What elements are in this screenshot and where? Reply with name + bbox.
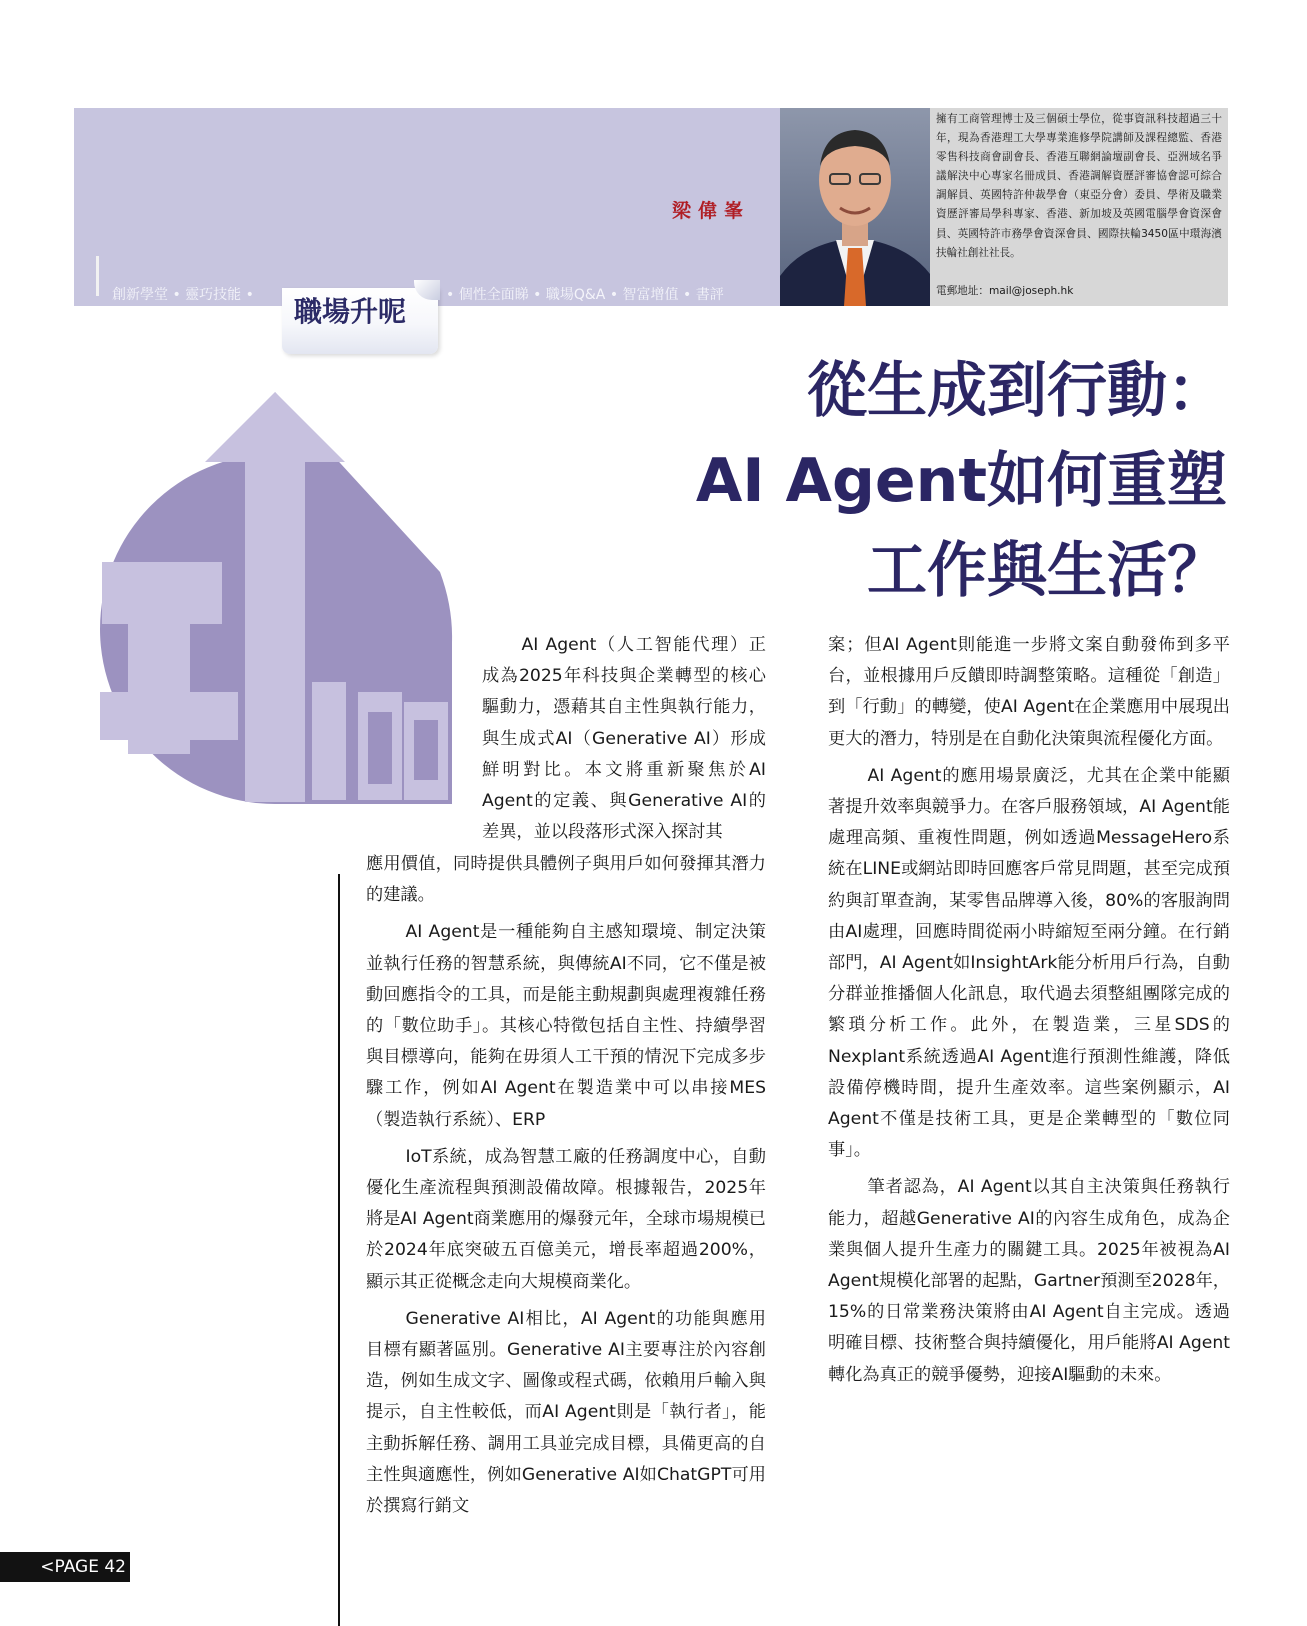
paragraph-1-rest: 應用價值，同時提供具體例子與用戶如何發揮其潛力的建議。 xyxy=(366,854,766,906)
nav-divider xyxy=(96,256,99,296)
paragraph-5: 案；但AI Agent則能進一步將文案自動發佈到多平台，並根據用戶反饋即時調整策略。這種從「創造」到「行動」的轉變，使AI Agent在企業應用中展現出更大的潛力，特別是在自動化決策與流程優化方面。 xyxy=(828,635,1230,749)
title-line-3: 工作與生活？ xyxy=(867,536,1227,606)
title-line-2: AI Agent如何重塑 xyxy=(695,446,1227,516)
author-name: 梁偉峯 xyxy=(672,200,751,222)
author-photo xyxy=(780,108,930,306)
paragraph-1-top: AI Agent（人工智能代理）正成為2025年科技與企業轉型的核心驅動力，憑藉其自主性與執行能力，與生成式AI（Generative AI）形成鮮明對比。本文將重新聚焦於AI Agent的定義、與Generative AI的差異，並以段落形式深入探討其 xyxy=(482,635,766,843)
title-line-1: 從生成到行動： xyxy=(807,356,1227,426)
nav-section-links-right[interactable]: • 個性全面睇 • 職場Q&A • 智富增值 • 書評 xyxy=(446,287,724,303)
column-rule xyxy=(338,874,340,1626)
column-1 xyxy=(366,849,766,1522)
paragraph-4: Generative AI相比，AI Agent的功能與應用目標有顯著區別。Generative AI主要專注於內容創造，例如生成文字、圖像或程式碼，依賴用戶輸入與提示，自主性較低，而AI Agent則是「執行者」，能主動拆解任務、調用工具並完成目標，具備更高的自主性與適應性，例如Generative AI如ChatGPT可用於撰寫行銷文 xyxy=(366,1308,766,1517)
nav-section-links-left[interactable]: 創新學堂 • 靈巧技能 • xyxy=(112,287,254,303)
page-curl-decoration xyxy=(414,280,440,300)
author-bio: 擁有工商管理博士及三個碩士學位，從事資訊科技超過三十年，現為香港理工大學專業進修學院講師及課程總監、香港零售科技商會副會長、香港互聯網論壇副會長、亞洲域名爭議解決中心專家名冊成員、香港調解資歷評審協會認可綜合調解員、英國特許仲裁學會（東亞分會）委員、學術及職業資歷評審局學科專家、香港、新加坡及英國電腦學會資深會員、英國特許市務學會資深會員、國際扶輪3450區中環海濱扶輪社創社社長。 xyxy=(936,113,1222,259)
column-2 xyxy=(828,630,1230,1391)
paragraph-2: AI Agent是一種能夠自主感知環境、制定決策並執行任務的智慧系統，與傳統AI不同，它不僅是被動回應指令的工具，而是能主動規劃與處理複雜任務的「數位助手」。其核心特徵包括自主性、持續學習與目標導向，能夠在毋須人工干預的情況下完成多步驟工作，例如AI Agent在製造業中可以串接MES（製造執行系統）、ERP xyxy=(366,922,766,1130)
page-number: <PAGE 42 xyxy=(0,1552,130,1582)
author-email[interactable]: 電郵地址：mail@joseph.hk xyxy=(936,285,1074,297)
column-1-top xyxy=(482,630,766,848)
article-title xyxy=(696,346,1227,616)
current-section-tab xyxy=(282,288,438,354)
decorative-arrow-graphic xyxy=(100,392,460,836)
paragraph-6: AI Agent的應用場景廣泛，尤其在企業中能顯著提升效率與競爭力。在客戶服務領域，AI Agent能處理高頻、重複性問題，例如透過MessageHero系統在LINE或網站即時回應客戶常見問題，甚至完成預約與訂單查詢，某零售品牌導入後，80%的客服詢問由AI處理，回應時間從兩小時縮短至兩分鐘。在行銷部門，AI Agent如InsightArk能分析用戶行為，自動分群並推播個人化訊息，取代過去須整組團隊完成的繁瑣分析工作。此外，在製造業，三星SDS的Nexplant系統透過AI Agent進行預測性維護，降低設備停機時間，提升生產效率。這些案例顯示，AI Agent不僅是技術工具，更是企業轉型的「數位同事」。 xyxy=(828,765,1230,1161)
author-bio-box xyxy=(930,108,1228,306)
paragraph-7: 筆者認為，AI Agent以其自主決策與任務執行能力，超越Generative AI的內容生成角色，成為企業與個人提升生產力的關鍵工具。2025年被視為AI Agent規模化部署的起點，Gartner預測至2028年，15%的日常業務決策將由AI Agent自主完成。透過明確目標、技術整合與持續優化，用戶能將AI Agent轉化為真正的競爭優勢，迎接AI驅動的未來。 xyxy=(828,1177,1230,1385)
paragraph-3: IoT系統，成為智慧工廠的任務調度中心，自動優化生產流程與預測設備故障。根據報告，2025年將是AI Agent商業應用的爆發元年，全球市場規模已於2024年底突破五百億美元，增長率超過200%，顯示其正從概念走向大規模商業化。 xyxy=(366,1146,766,1292)
current-section-label: 職場升呢 xyxy=(294,295,407,328)
